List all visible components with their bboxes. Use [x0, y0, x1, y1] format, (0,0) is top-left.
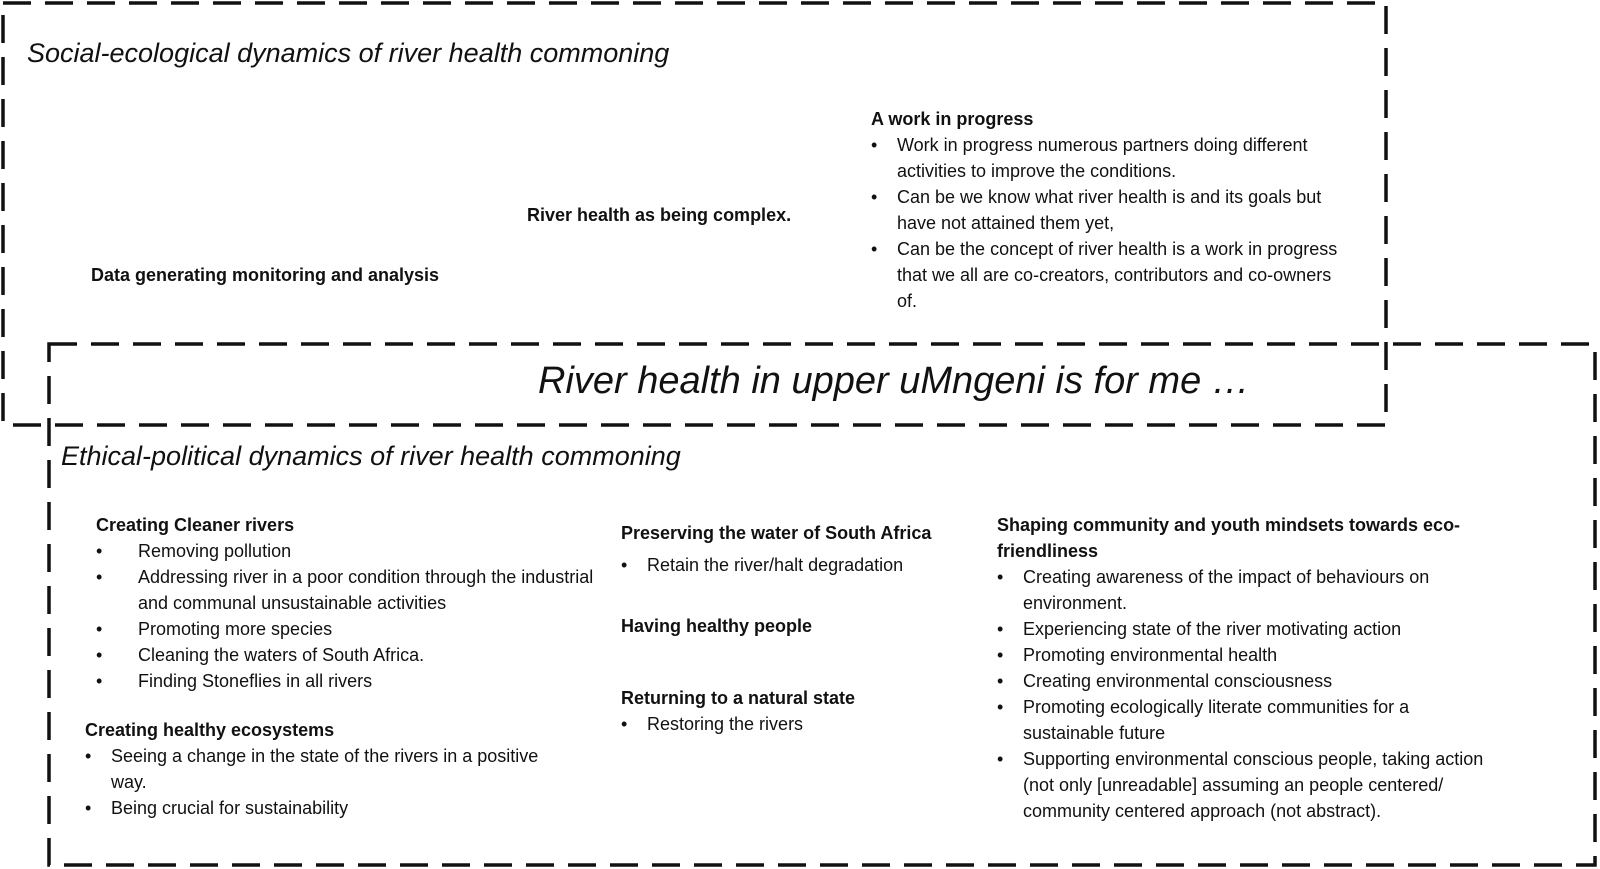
- mindsets-list: [997, 564, 1497, 824]
- list-item: • Removing pollution: [96, 538, 596, 564]
- list-item: • Supporting environmental conscious people, taking action (not only [unreadable] assuming an people centered/ community centered approach (not abstract).: [997, 746, 1497, 824]
- preserving-water-list: [621, 552, 981, 578]
- mindsets-block: [997, 512, 1497, 824]
- list-item: • Promoting environmental health: [997, 642, 1497, 668]
- healthy-ecosystems-block: [85, 717, 545, 821]
- list-item: • Creating awareness of the impact of behaviours on environment.: [997, 564, 1497, 616]
- work-in-progress-heading: A work in progress: [871, 109, 1034, 129]
- preserving-water-block: [621, 520, 981, 578]
- river-health-complex-label: River health as being complex.: [527, 205, 792, 225]
- natural-state-block: [621, 685, 981, 737]
- list-item: • Seeing a change in the state of the rivers in a positive way.: [85, 743, 545, 795]
- list-item: • Retain the river/halt degradation: [621, 552, 981, 578]
- list-item: • Work in progress numerous partners doing different activities to improve the conditions.: [871, 132, 1351, 184]
- list-item: • Can be the concept of river health is a work in progress that we all are co-creators, contributors and co-owners of.: [871, 236, 1351, 314]
- preserving-water-heading: Preserving the water of South Africa: [621, 523, 932, 543]
- healthy-ecosystems-heading: Creating healthy ecosystems: [85, 720, 335, 740]
- list-item: • Experiencing state of the river motivating action: [997, 616, 1497, 642]
- list-item: • Being crucial for sustainability: [85, 795, 545, 821]
- list-item: • Can be we know what river health is and its goals but have not attained them yet,: [871, 184, 1351, 236]
- list-item: • Finding Stoneflies in all rivers: [96, 668, 596, 694]
- social-ecological-title: Social-ecological dynamics of river health commoning: [27, 38, 670, 68]
- data-monitoring-label: Data generating monitoring and analysis: [91, 265, 440, 285]
- work-in-progress-list: [871, 132, 1351, 314]
- list-item: • Restoring the rivers: [621, 711, 981, 737]
- mindsets-heading: Shaping community and youth mindsets towards eco-friendliness: [997, 515, 1461, 561]
- cleaner-rivers-block: [96, 512, 596, 694]
- cleaner-rivers-heading: Creating Cleaner rivers: [96, 515, 295, 535]
- central-title: River health in upper uMngeni is for me …: [538, 360, 1250, 402]
- list-item: • Promoting ecologically literate communities for a sustainable future: [997, 694, 1497, 746]
- list-item: • Creating environmental consciousness: [997, 668, 1497, 694]
- list-item: • Addressing river in a poor condition through the industrial and communal unsustainable activities: [96, 564, 596, 616]
- natural-state-heading: Returning to a natural state: [621, 688, 856, 708]
- work-in-progress-block: [871, 106, 1351, 314]
- cleaner-rivers-list: [96, 538, 596, 694]
- list-item: • Promoting more species: [96, 616, 596, 642]
- healthy-people-heading: Having healthy people: [621, 616, 813, 636]
- list-item: • Cleaning the waters of South Africa.: [96, 642, 596, 668]
- ethical-political-title: Ethical-political dynamics of river health commoning: [61, 441, 681, 471]
- healthy-ecosystems-list: [85, 743, 545, 821]
- natural-state-list: [621, 711, 981, 737]
